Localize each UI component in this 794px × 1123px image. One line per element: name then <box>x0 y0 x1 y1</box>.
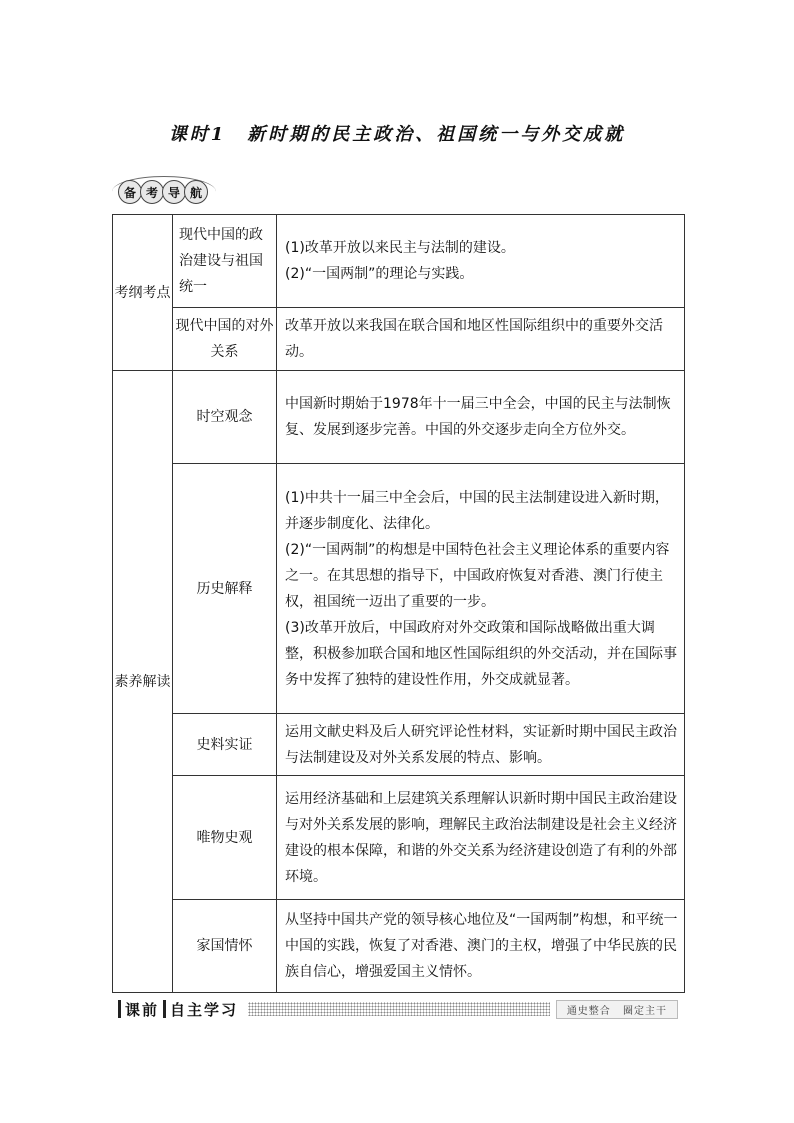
guide-table <box>112 214 685 993</box>
content-cell <box>277 215 685 308</box>
content-cell <box>277 464 685 714</box>
table-row <box>113 371 685 464</box>
topic-cell: 历史解释 <box>173 464 277 714</box>
footer-tags <box>556 1000 678 1019</box>
content-cell <box>277 900 685 993</box>
topic-cell: 史料实证 <box>173 714 277 776</box>
content-line: 从坚持中国共产党的领导核心地位及“一国两制”构想，和平统一中国的实践，恢复了对香港、澳门的主权，增强了中华民族的民族自信心，增强爱国主义情怀。 <box>285 912 678 980</box>
topic-cell: 时空观念 <box>173 371 277 464</box>
table-row <box>113 776 685 900</box>
table-row <box>113 900 685 993</box>
content-line: 中国新时期始于1978年十一届三中全会，中国的民主与法制恢复、发展到逐步完善。中国的外交逐步走向全方位外交。 <box>285 396 671 438</box>
footer-tag: 圈定主干 <box>623 1005 667 1017</box>
section-badge <box>118 180 206 204</box>
footer-label-left: 课前 <box>125 1000 160 1019</box>
content-cell <box>277 776 685 900</box>
section-footer <box>118 999 678 1019</box>
content-line: 改革开放以来我国在联合国和地区性国际组织中的重要外交活动。 <box>285 318 663 360</box>
content-line: (2)“一国两制”的理论与实践。 <box>285 266 474 282</box>
badge-char: 航 <box>184 180 208 204</box>
footer-tag: 通史整合 <box>566 1005 611 1017</box>
content-cell <box>277 308 685 371</box>
table-row <box>113 215 685 308</box>
badge-char: 备 <box>118 180 142 204</box>
category-cell: 考纲考点 <box>113 215 173 371</box>
topic-cell: 现代中国的对外关系 <box>173 308 277 371</box>
footer-label-right: 自主学习 <box>170 1000 239 1019</box>
table-row <box>113 714 685 776</box>
content-line: (2)“一国两制”的构想是中国特色社会主义理论体系的重要内容之一。在其思想的指导下，中国政府恢复对香港、澳门行使主权，祖国统一迈出了重要的一步。 <box>285 541 670 610</box>
page-title: 课时1 新时期的民主政治、祖国统一与外交成就 <box>168 124 626 145</box>
badge-char: 考 <box>140 180 164 204</box>
content-line: 运用经济基础和上层建筑关系理解认识新时期中国民主政治建设与对外关系发展的影响，理解民主政治法制建设是社会主义经济建设的根本保障，和谐的外交关系为经济建设创造了有利的外部环境。 <box>285 790 677 885</box>
content-cell <box>277 714 685 776</box>
topic-cell: 现代中国的政治建设与祖国统一 <box>173 215 277 308</box>
content-line: 运用文献史料及后人研究评论性材料，实证新时期中国民主政治与法制建设及对外关系发展的特点、影响。 <box>285 723 677 766</box>
footer-dots <box>248 1002 550 1016</box>
content-line: (1)中共十一届三中全会后，中国的民主法制建设进入新时期，并逐步制度化、法律化。 <box>285 489 669 532</box>
table-row <box>113 464 685 714</box>
content-cell <box>277 371 685 464</box>
topic-cell: 唯物史观 <box>173 776 277 900</box>
topic-cell: 家国情怀 <box>173 900 277 993</box>
content-line: (3)改革开放后，中国政府对外交政策和国际战略做出重大调整，积极参加联合国和地区性国际组织的外交活动，并在国际事务中发挥了独特的建设性作用，外交成就显著。 <box>285 619 677 688</box>
category-cell: 素养解读 <box>113 371 173 993</box>
table-row <box>113 308 685 371</box>
content-line: (1)改革开放以来民主与法制的建设。 <box>285 240 515 256</box>
badge-char: 导 <box>162 180 186 204</box>
